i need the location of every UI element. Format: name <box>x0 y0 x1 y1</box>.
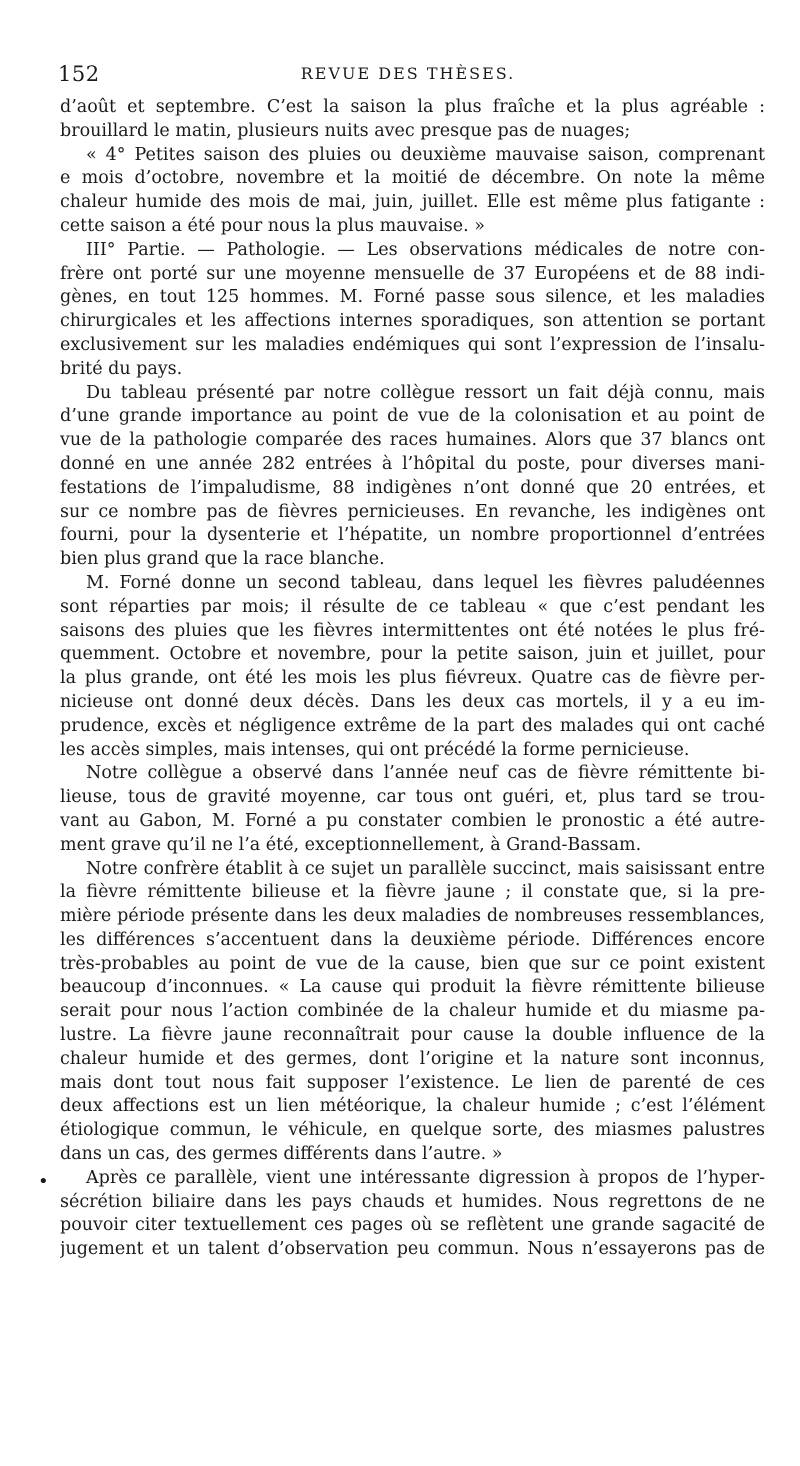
running-title: REVUE DES THÈSES. <box>300 64 516 83</box>
text-line: d’une grande importance au point de vue de la colonisation et au point de <box>60 406 765 427</box>
text-line: chirurgicales et les affections internes sporadiques, son attention se portant <box>60 311 765 332</box>
text-line: ment grave qu’il ne l’a été, exceptionnellement, à Grand-Bassam. <box>60 834 642 855</box>
text-line: très-probables au point de vue de la cause, bien que sur ce point existent <box>60 953 765 974</box>
text-line: Du tableau présenté par notre collègue ressort un fait déjà connu, mais <box>86 382 765 403</box>
text-line: deux affections est un lien météorique, la chaleur humide ; c’est l’élément <box>60 1096 765 1117</box>
text-line: Notre collègue a observé dans l’année neuf cas de fièvre rémittente bi- <box>86 763 765 784</box>
text-line: frère ont porté sur une moyenne mensuelle de 37 Européens et de 88 indi- <box>60 263 765 284</box>
text-line: fourni, pour la dysenterie et l’hépatite, un nombre proportionnel d’entrées <box>60 525 765 546</box>
text-line: festations de l’impaludisme, 88 indigènes n’ont donné que 20 entrées, et <box>60 477 765 498</box>
text-line: quemment. Octobre et novembre, pour la petite saison, juin et juillet, pour <box>60 644 765 665</box>
text-line: sur ce nombre pas de fièvres pernicieuses. En revanche, les indigènes ont <box>60 501 765 522</box>
page-number: 152 <box>58 62 100 86</box>
text-line: e mois d’octobre, novembre et la moitié de décembre. On note la même <box>60 168 765 189</box>
text-line: M. Forné donne un second tableau, dans lequel les fièvres paludéennes <box>86 572 765 593</box>
text-line: gènes, en tout 125 hommes. M. Forné passe sous silence, et les maladies <box>60 287 765 308</box>
text-line: mière période présente dans les deux maladies de nombreuses ressemblances, <box>60 906 765 927</box>
text-line: Après ce parallèle, vient une intéressante digression à propos de l’hyper- <box>86 1167 765 1188</box>
text-line: d’août et septembre. C’est la saison la plus fraîche et la plus agréable : <box>60 97 765 117</box>
text-line: sécrétion biliaire dans les pays chauds et humides. Nous regrettons de ne <box>60 1191 765 1212</box>
text-line: la plus grande, ont été les mois les plus fiévreux. Quatre cas de fièvre per- <box>60 668 765 689</box>
text-line: la fièvre rémittente bilieuse et la fièvre jaune ; il constate que, si la pre- <box>60 882 765 903</box>
text-line: donné en une année 282 entrées à l’hôpital du poste, pour diverses mani- <box>60 453 765 474</box>
text-line: vue de la pathologie comparée des races humaines. Alors que 37 blancs ont <box>60 430 765 451</box>
text-line: exclusivement sur les maladies endémiques qui sont l’expression de l’insalu- <box>60 334 765 355</box>
text-line: chaleur humide et des germes, dont l’origine et la nature sont inconnus, <box>60 1048 765 1069</box>
text-line: étiologique commun, le véhicule, en quelque sorte, des miasmes palustres <box>60 1120 765 1141</box>
text-line: beaucoup d’inconnues. « La cause qui produit la fièvre rémittente bilieuse <box>60 977 765 998</box>
text-line: prudence, excès et négligence extrême de la part des malades qui ont caché <box>60 715 765 736</box>
margin-mark: • <box>38 1171 49 1192</box>
text-line: mais dont tout nous fait supposer l’existence. Le lien de parenté de ces <box>60 1072 765 1093</box>
page-header <box>58 62 758 90</box>
text-line: lustre. La fièvre jaune reconnaîtrait pour cause la double influence de la <box>60 1025 765 1046</box>
text-line: brité du pays. <box>60 358 183 379</box>
text-line: brouillard le matin, plusieurs nuits avec presque pas de nuages; <box>60 120 631 141</box>
text-line: les accès simples, mais intenses, qui ont précédé la forme pernicieuse. <box>60 739 690 760</box>
text-line: pouvoir citer textuellement ces pages où se reflètent une grande sagacité de <box>60 1215 765 1236</box>
text-line: Notre confrère établit à ce sujet un parallèle succinct, mais saisissant entre <box>86 858 765 879</box>
text-line: jugement et un talent d’observation peu commun. Nous n’essayerons pas de <box>60 1239 765 1260</box>
text-line: chaleur humide des mois de mai, juin, juillet. Elle est même plus fatigante : <box>60 192 765 213</box>
body-text <box>60 96 765 1262</box>
text-line: sont réparties par mois; il résulte de ce tableau « que c’est pendant les <box>60 596 765 617</box>
text-line: vant au Gabon, M. Forné a pu constater combien le pronostic a été autre- <box>60 810 765 831</box>
text-line: dans un cas, des germes différents dans l’autre. » <box>60 1144 503 1165</box>
text-line: lieuse, tous de gravité moyenne, car tous ont guéri, et, plus tard se trou- <box>60 787 765 808</box>
text-line: saisons des pluies que les fièvres intermittentes ont été notées le plus fré- <box>60 620 765 641</box>
text-line: cette saison a été pour nous la plus mauvaise. » <box>60 215 485 236</box>
text-line: les différences s’accentuent dans la deuxième période. Différences encore <box>60 929 765 950</box>
text-line: nicieuse ont donné deux décès. Dans les deux cas mortels, il y a eu im- <box>60 691 765 712</box>
text-line: bien plus grand que la race blanche. <box>60 549 385 570</box>
text-line: III° Partie. — Pathologie. — Les observations médicales de notre con- <box>86 239 765 260</box>
text-line: « 4° Petites saison des pluies ou deuxième mauvaise saison, comprenant <box>86 144 765 165</box>
text-line: serait pour nous l’action combinée de la chaleur humide et du miasme pa- <box>60 1001 765 1022</box>
